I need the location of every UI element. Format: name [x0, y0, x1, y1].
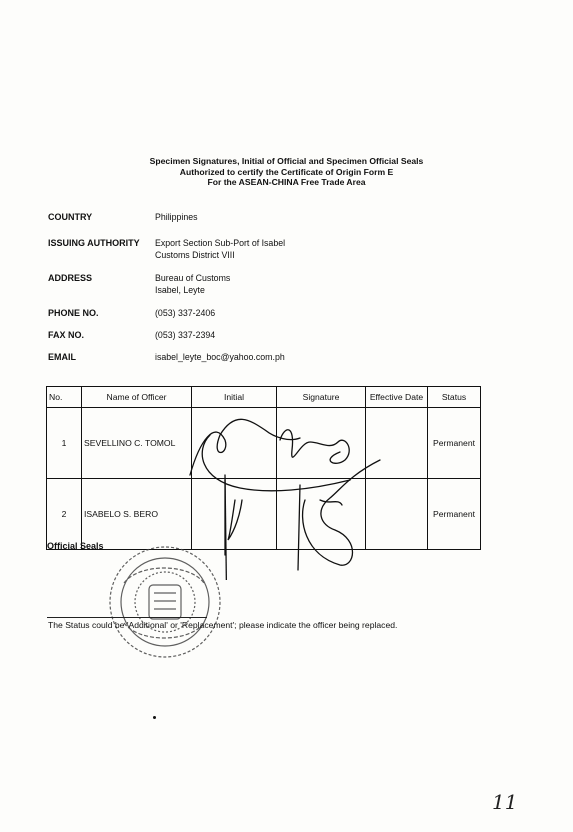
official-seal-image [104, 543, 226, 661]
header-effective-date: Effective Date [366, 387, 428, 408]
header-status: Status [428, 387, 481, 408]
row-1-initial [192, 408, 277, 479]
country-label: COUNTRY [48, 212, 93, 222]
row-2-initial [192, 479, 277, 550]
issuing-authority-label: ISSUING AUTHORITY [48, 238, 140, 248]
table-row [47, 479, 481, 550]
status-footnote: The Status could be 'Additional' or 'Replacement'; please indicate the officer being replaced. [48, 620, 398, 630]
row-2-status: Permanent [428, 479, 481, 550]
ink-dot [153, 716, 156, 719]
email-label: EMAIL [48, 352, 76, 362]
officers-table [46, 386, 481, 550]
page-number: 11 [492, 790, 518, 814]
table-header-row [47, 387, 481, 408]
table-row [47, 408, 481, 479]
row-1-no: 1 [47, 408, 82, 479]
row-1-name: SEVELLINO C. TOMOL [82, 408, 192, 479]
address-line-1: Bureau of Customs [155, 273, 231, 283]
row-2-no: 2 [47, 479, 82, 550]
country-value: Philippines [155, 212, 198, 222]
header-name: Name of Officer [82, 387, 192, 408]
footnote-divider [47, 617, 207, 618]
row-1-effective-date [366, 408, 428, 479]
email-value: isabel_leyte_boc@yahoo.com.ph [155, 352, 285, 362]
issuing-authority-line-1: Export Section Sub-Port of Isabel [155, 238, 286, 248]
address-line-2: Isabel, Leyte [155, 285, 205, 295]
issuing-authority-line-2: Customs District VIII [155, 250, 235, 260]
row-2-name: ISABELO S. BERO [82, 479, 192, 550]
official-seals-label: Official Seals [47, 541, 104, 551]
title-line-1: Specimen Signatures, Initial of Official and Specimen Official Seals [149, 156, 424, 166]
phone-value: (053) 337-2406 [155, 308, 216, 318]
document-title [0, 156, 573, 188]
header-no: No. [47, 387, 82, 408]
address-label: ADDRESS [48, 273, 93, 283]
header-signature: Signature [277, 387, 366, 408]
header-initial: Initial [192, 387, 277, 408]
fax-label: FAX NO. [48, 330, 85, 340]
row-1-signature [277, 408, 366, 479]
fax-value: (053) 337-2394 [155, 330, 216, 340]
row-2-signature [277, 479, 366, 550]
phone-label: PHONE NO. [48, 308, 99, 318]
row-1-status: Permanent [428, 408, 481, 479]
title-line-2: Authorized to certify the Certificate of Origin Form E [179, 166, 394, 177]
row-2-effective-date [366, 479, 428, 550]
title-line-3: For the ASEAN-CHINA Free Trade Area [207, 177, 366, 187]
